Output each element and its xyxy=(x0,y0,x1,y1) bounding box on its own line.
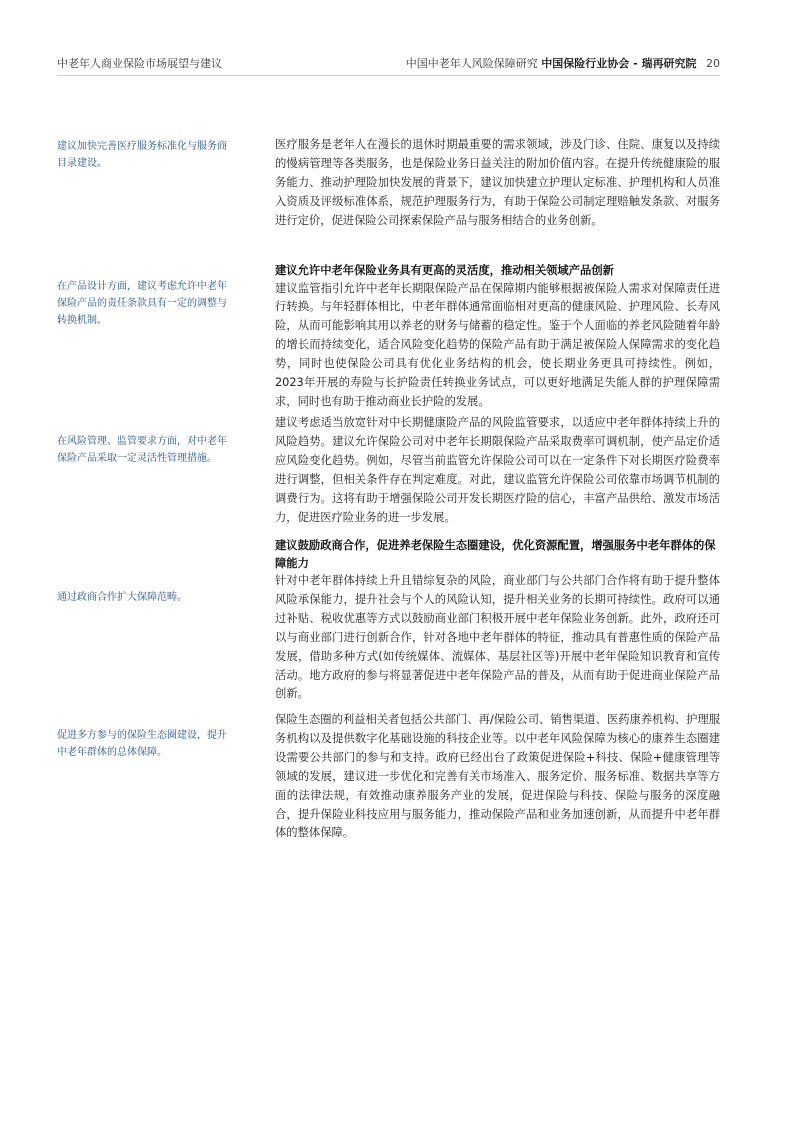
section-risk-regulation xyxy=(275,414,720,527)
sidenote-5: 促进多方参与的保险生态圈建设，提升中老年群体的总体保障。 xyxy=(57,730,227,758)
organization-name: 中国保险行业协会 - 瑞再研究院 xyxy=(541,57,697,70)
sidenote-1: 建议加快完善医疗服务标准化与服务商目录建设。 xyxy=(57,141,227,169)
header-divider xyxy=(57,75,720,76)
body-paragraph: 建议监管指引允许中老年长期限保险产品在保障期内能够根据被保险人需求对保障责任进行转换。与年轻群体相比，中老年群体通常面临相对更高的健康风险、护理风险、长寿风险，从而可能影响其用以养老的财务与储蓄的稳定性。鉴于个人面临的养老风险随着年龄的增长而持续变化，适合风险变化趋势的保险产品有助于满足被保险人保障需求的变化趋势，同时也使保险公司具有优化业务结构的机会，使长期业务更具可持续性。例如，2023年开展的寿险与长护险责任转换业务试点，可以更好地满足失能人群的护理保障需求，同时也有助于推动商业长护险的发展。 xyxy=(275,281,720,408)
section-heading: 建议允许中老年保险业务具有更高的灵活度，推动相关领域产品创新 xyxy=(275,264,614,277)
running-header-right xyxy=(406,55,720,71)
running-header-title: 中老年人商业保险市场展望与建议 xyxy=(57,57,222,70)
body-paragraph: 保险生态圈的利益相关者包括公共部门、再/保险公司、销售渠道、医药康养机构、护理服务机构以及提供数字化基础设施的科技企业等。以中老年风险保障为核心的康养生态圈建设需要公共部门的参与和支持。政府已经出台了政策促进保险+科技、保险+健康管理等领域的发展，建议进一步优化和完善有关市场准入、服务定价、服务标准、数据共享等方面的法律法规，有效推动康养服务产业的发展，促进保险与科技、保险与服务的深度融合，提升保险业科技应用与服务能力，推动保险产品和业务加速创新，从而提升中老年群体的整体保障。 xyxy=(275,713,720,840)
section-heading: 建议鼓励政商合作，促进养老保险生态圈建设，优化资源配置，增强服务中老年群体的保障能力 xyxy=(275,539,716,570)
page-number: 20 xyxy=(706,57,720,70)
sidenote-4: 通过政商合作扩大保障范畴。 xyxy=(57,592,187,603)
sidenote-3: 在风险管理、监管要求方面，对中老年保险产品采取一定灵活性管理措施。 xyxy=(57,436,227,464)
section-ecosystem xyxy=(275,711,720,843)
body-paragraph: 建议考虑适当放宽针对中长期健康险产品的风险监管要求，以适应中老年群体持续上升的风险趋势。建议允许保险公司对中老年长期限保险产品采取费率可调机制，使产品定价适应风险变化趋势。例如，尽管当前监管允许保险公司可以在一定条件下对长期医疗险费率进行调整，但相关条件存在判定难度。对此，建议监管允许保险公司依靠市场调节机制的调费行为。这将有助于增强保险公司开发长期医疗险的信心，丰富产品供给、激发市场活力，促进医疗险业务的进一步发展。 xyxy=(275,416,720,524)
body-paragraph: 医疗服务是老年人在漫长的退休时期最重要的需求领域，涉及门诊、住院、康复以及持续的慢病管理等各类服务，也是保险业务日益关注的附加价值内容。在提升传统健康险的服务能力、推动护理险加快发展的背景下，建议加快建立护理认定标准、护理机构和人员准入资质及评级标准体系，规范护理服务行为，有助于保险公司制定理赔触发条款、对服务进行定价，促进保险公司探索保险产品与服务相结合的业务创新。 xyxy=(275,138,720,227)
sidenote-2: 在产品设计方面，建议考虑允许中老年保险产品的责任条款具有一定的调整与转换机制。 xyxy=(57,281,227,326)
section-public-private xyxy=(275,537,720,704)
body-paragraph: 针对中老年群体持续上升且错综复杂的风险，商业部门与公共部门合作将有助于提升整体风险承保能力，提升社会与个人的风险认知，提升相关业务的长期可持续性。政府可以通过补贴、税收优惠等方式以鼓励商业部门积极开展中老年保险业务创新。此外，政府还可以与商业部门进行创新合作，针对各地中老年群体的特征，推动具有普惠性质的保险产品发展，借助多种方式(如传统媒体、流媒体、基层社区等)开展中老年保险知识教育和宣传活动。地方政府的参与将显著促进中老年保险产品的普及，从而有助于促进商业保险产品创新。 xyxy=(275,574,720,701)
report-title: 中国中老年人风险保障研究 xyxy=(405,57,538,70)
section-medical-services xyxy=(275,136,720,231)
section-flexibility xyxy=(275,262,720,412)
